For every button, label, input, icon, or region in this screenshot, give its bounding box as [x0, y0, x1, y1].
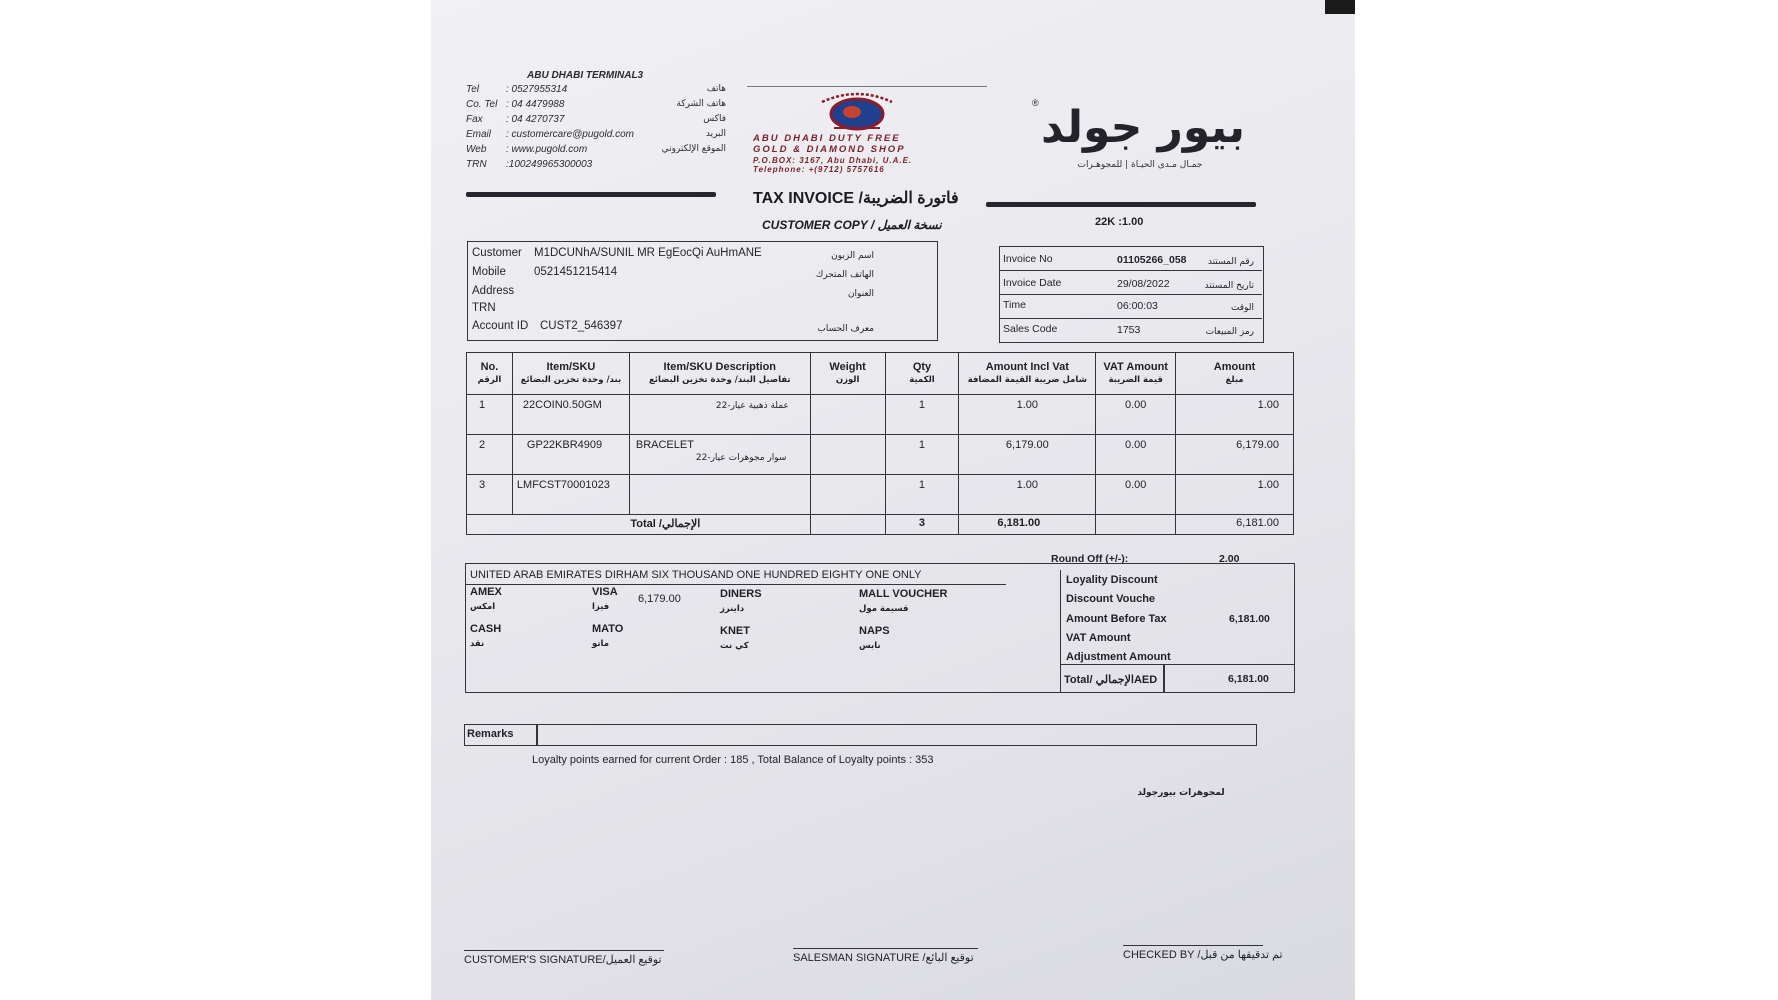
payment-cash: CASH	[470, 623, 502, 635]
invoice-title: TAX INVOICE /فاتورة الضريبة	[753, 190, 959, 207]
table-row	[467, 475, 1294, 515]
salesman-signature-label: SALESMAN SIGNATURE /توقيع البائع	[793, 952, 974, 964]
info-label-ar: رمز المبيعات	[1205, 327, 1254, 337]
remarks-box	[464, 724, 1257, 746]
payment-knet-ar: كي نت	[720, 641, 749, 651]
contact-label: Co. Tel	[466, 99, 498, 110]
col-header-en: Weight	[829, 360, 866, 373]
loyalty-points-text: Loyalty points earned for current Order : 185 , Total Balance of Loyalty points : 353	[532, 754, 934, 766]
payment-visa-ar: فيزا	[592, 602, 610, 612]
amount-before-tax-value: 6,181.00	[1229, 613, 1270, 625]
account-id-value: CUST2_546397	[540, 320, 623, 332]
cell-weight	[810, 435, 885, 475]
info-row-invoice-date	[1000, 271, 1262, 295]
contact-label-ar: فاكس	[703, 114, 726, 124]
info-label-ar: رقم المستند	[1207, 257, 1254, 267]
contact-block	[466, 84, 726, 179]
col-header-amount	[1176, 353, 1294, 395]
cell-description	[629, 475, 810, 515]
cell-no: 3	[467, 475, 513, 515]
col-header-description	[629, 353, 810, 395]
cell-amount-incl-vat: 1.00	[959, 395, 1096, 435]
center-line-3: P.O.BOX: 3167, Abu Dhabi, U.A.E.	[753, 156, 913, 165]
description-ar: سوار مجوهرات عيار-22	[695, 453, 787, 463]
payment-mato-ar: ماتو	[592, 639, 609, 649]
items-table	[466, 352, 1294, 535]
cell-qty: 1	[885, 475, 959, 515]
contact-label: TRN	[466, 159, 487, 170]
cell-sku: LMFCST70001023	[512, 475, 629, 515]
cell-qty: 1	[885, 435, 959, 475]
left-heavy-rule	[466, 192, 716, 197]
trn-label: TRN	[472, 302, 496, 314]
contact-value: : www.pugold.com	[506, 144, 588, 155]
payment-diners: DINERS	[720, 588, 762, 600]
info-row-invoice-no	[1000, 247, 1262, 271]
cell-sku: GP22KBR4909	[512, 435, 629, 475]
center-line-2: GOLD & DIAMOND SHOP	[753, 144, 906, 155]
round-off-label: Round Off (+/-):	[1051, 553, 1129, 565]
contact-label-ar: هاتف الشركة	[676, 99, 726, 109]
col-header-en: No.	[480, 360, 499, 373]
total-amount-incl-vat: 6,181.00	[959, 515, 1096, 535]
cell-sku: 22COIN0.50GM	[512, 395, 629, 435]
col-header-ar: بند/ وحدة تخزين البضائع	[520, 374, 622, 385]
table-total-row	[467, 515, 1294, 535]
account-id-label-ar: معرف الحساب	[817, 324, 874, 334]
mobile-value: 0521451215414	[534, 266, 618, 278]
address-label: Address	[472, 285, 515, 297]
contact-row-co-tel	[466, 99, 726, 114]
table-row	[467, 395, 1294, 435]
customer-name: M1DCUNhA/SUNIL MR EgEocQi AuHmANE	[534, 247, 762, 259]
col-header-ar: شامل ضريبة القيمة المضافة	[967, 374, 1087, 385]
grand-total-label: Total/ الإجماليAED	[1064, 674, 1158, 686]
info-label-ar: الوقت	[1230, 303, 1254, 313]
contact-label-ar: هاتف	[706, 84, 726, 94]
address-label-ar: العنوان	[847, 289, 874, 299]
center-line-4: Telephone: +(9712) 5757616	[753, 165, 885, 174]
amount-words-underline	[466, 584, 1006, 585]
info-label: Time	[1003, 299, 1026, 311]
contact-row-email	[466, 129, 726, 144]
payment-mall-voucher: MALL VOUCHER	[859, 588, 948, 600]
info-label: Sales Code	[1003, 323, 1058, 335]
col-header-ar: مبلغ	[1225, 374, 1244, 385]
cell-vat-amount: 0.00	[1096, 395, 1176, 435]
payment-amex-ar: امكس	[470, 602, 496, 612]
col-header-ar: تفاصيل البند/ وحدة تخزين البضائع	[648, 374, 791, 385]
total-weight	[810, 515, 885, 535]
remarks-label: Remarks	[467, 728, 514, 740]
contact-label: Web	[466, 144, 487, 155]
total-qty: 3	[885, 515, 959, 535]
payment-visa-value: 6,179.00	[638, 593, 681, 605]
brand-logo-ar: بيور جولد	[1041, 102, 1245, 153]
contact-label: Tel	[466, 84, 479, 95]
copy-label: CUSTOMER COPY / نسخة العميل	[762, 218, 942, 232]
cell-no: 1	[467, 395, 513, 435]
contact-row-trn	[466, 159, 726, 174]
cell-description	[629, 395, 810, 435]
description-ar: عملة ذهبية عيار-22	[715, 401, 789, 411]
description-en: BRACELET	[635, 439, 694, 451]
payment-amex: AMEX	[470, 586, 502, 598]
info-label-ar: تاريخ المستند	[1204, 281, 1254, 291]
table-header-row	[467, 353, 1294, 395]
payment-naps-ar: نابس	[859, 641, 881, 651]
contact-value: : 0527955314	[506, 84, 568, 95]
checked-by-line	[1123, 945, 1263, 946]
info-label: Invoice Date	[1003, 277, 1062, 289]
table-row	[467, 435, 1294, 475]
customer-label: Customer	[472, 247, 522, 259]
contact-value: :100249965300003	[506, 159, 593, 170]
brand-tagline-ar: جمـال مـدى الحيـاة | للمجوهـرات	[1077, 160, 1203, 170]
customer-signature-label: CUSTOMER'S SIGNATURE/توقيع العميل	[464, 954, 662, 966]
col-header-vat-amount	[1096, 353, 1176, 395]
cell-qty: 1	[885, 395, 959, 435]
cell-amount: 1.00	[1176, 395, 1294, 435]
cell-amount: 6,179.00	[1176, 435, 1294, 475]
contact-row-web	[466, 144, 726, 159]
total-vat	[1096, 515, 1176, 535]
cell-vat-amount: 0.00	[1096, 435, 1176, 475]
karat-rate: 22K :1.00	[1095, 216, 1144, 228]
summary-adjustment-amount: Adjustment Amount	[1066, 651, 1171, 663]
summary-vat-amount: VAT Amount	[1066, 632, 1131, 644]
cell-no: 2	[467, 435, 513, 475]
grand-total-divider	[1163, 665, 1165, 693]
checked-by-label: CHECKED BY /تم تدقيقها من قبل	[1123, 949, 1283, 961]
right-heavy-rule	[986, 202, 1256, 207]
total-amount: 6,181.00	[1176, 515, 1294, 535]
contact-label: Fax	[466, 114, 483, 125]
col-header-en: Amount	[1213, 360, 1256, 373]
summary-loyalty-discount: Loyality Discount	[1066, 574, 1158, 586]
invoice-paper	[431, 0, 1355, 1000]
payment-knet: KNET	[720, 625, 750, 637]
col-header-en: VAT Amount	[1103, 360, 1168, 373]
info-row-time	[1000, 295, 1262, 319]
col-header-ar: قيمة الضريبة	[1108, 374, 1163, 385]
center-top-rule	[747, 86, 987, 87]
customer-signature-line	[464, 950, 664, 951]
info-label: Invoice No	[1003, 253, 1053, 265]
store-terminal: ABU DHABI TERMINAL3	[527, 70, 644, 81]
cell-weight	[810, 395, 885, 435]
invoice-date: 29/08/2022	[1117, 278, 1170, 290]
contact-label-ar: البريد	[705, 129, 726, 139]
round-off-value: 2.00	[1219, 553, 1240, 565]
col-header-weight	[810, 353, 885, 395]
remarks-divider	[536, 725, 538, 745]
sales-code: 1753	[1117, 324, 1141, 336]
cell-amount-incl-vat: 1.00	[959, 475, 1096, 515]
contact-value: : 04 4479988	[506, 99, 565, 110]
col-header-en: Item/SKU Description	[663, 360, 777, 373]
cell-amount-incl-vat: 6,179.00	[959, 435, 1096, 475]
account-id-label: Account ID	[472, 320, 529, 332]
cell-description	[629, 435, 810, 475]
contact-value: : customercare@pugold.com	[506, 129, 634, 140]
payment-naps: NAPS	[859, 625, 890, 637]
col-header-qty	[885, 353, 959, 395]
payment-cash-ar: نقد	[470, 639, 485, 649]
col-header-en: Amount Incl Vat	[985, 360, 1069, 373]
col-header-en: Item/SKU	[546, 360, 596, 373]
salesman-signature-line	[793, 948, 978, 949]
cell-vat-amount: 0.00	[1096, 475, 1176, 515]
payment-mall-voucher-ar: قسيمة مول	[859, 604, 909, 614]
grand-total-box	[1060, 664, 1294, 692]
company-name-ar: لمجوهرات بيورجولد	[1137, 788, 1225, 798]
brand-mark: ®	[1032, 98, 1039, 108]
center-line-1: ABU DHABI DUTY FREE	[753, 133, 901, 144]
payment-diners-ar: داينرز	[720, 604, 745, 614]
globe-logo-icon	[814, 90, 900, 132]
contact-label-ar: الموقع الإلكتروني	[661, 144, 726, 154]
payment-box	[465, 563, 1295, 693]
col-header-sku	[512, 353, 629, 395]
col-header-amount-incl-vat	[959, 353, 1096, 395]
payment-visa: VISA	[592, 586, 618, 598]
summary-amount-before-tax: Amount Before Tax	[1066, 613, 1167, 625]
col-header-ar: الوزن	[835, 374, 860, 385]
info-row-sales-code	[1000, 319, 1262, 341]
cell-weight	[810, 475, 885, 515]
payment-mato: MATO	[592, 623, 624, 635]
col-header-en: Qty	[912, 360, 932, 373]
mobile-label-ar: الهاتف المتحرك	[815, 270, 874, 280]
contact-row-fax	[466, 114, 726, 129]
col-header-no	[467, 353, 513, 395]
col-header-ar: الكمية	[909, 374, 935, 385]
col-header-ar: الرقم	[477, 374, 502, 385]
invoice-info-box	[999, 246, 1264, 343]
invoice-number: 01105266_058	[1117, 254, 1187, 266]
customer-box	[467, 241, 938, 341]
contact-value: : 04 4270737	[506, 114, 565, 125]
total-label: Total /الإجمالي	[467, 515, 811, 535]
amount-in-words: UNITED ARAB EMIRATES DIRHAM SIX THOUSAND ONE HUNDRED EIGHTY ONE ONLY	[470, 569, 922, 581]
cell-amount: 1.00	[1176, 475, 1294, 515]
customer-label-ar: اسم الزبون	[831, 251, 874, 261]
mobile-label: Mobile	[472, 266, 506, 278]
contact-row-tel	[466, 84, 726, 99]
contact-label: Email	[466, 129, 492, 140]
invoice-time: 06:00:03	[1117, 300, 1158, 312]
summary-discount-voucher: Discount Vouche	[1066, 593, 1156, 605]
grand-total-value: 6,181.00	[1228, 673, 1269, 685]
